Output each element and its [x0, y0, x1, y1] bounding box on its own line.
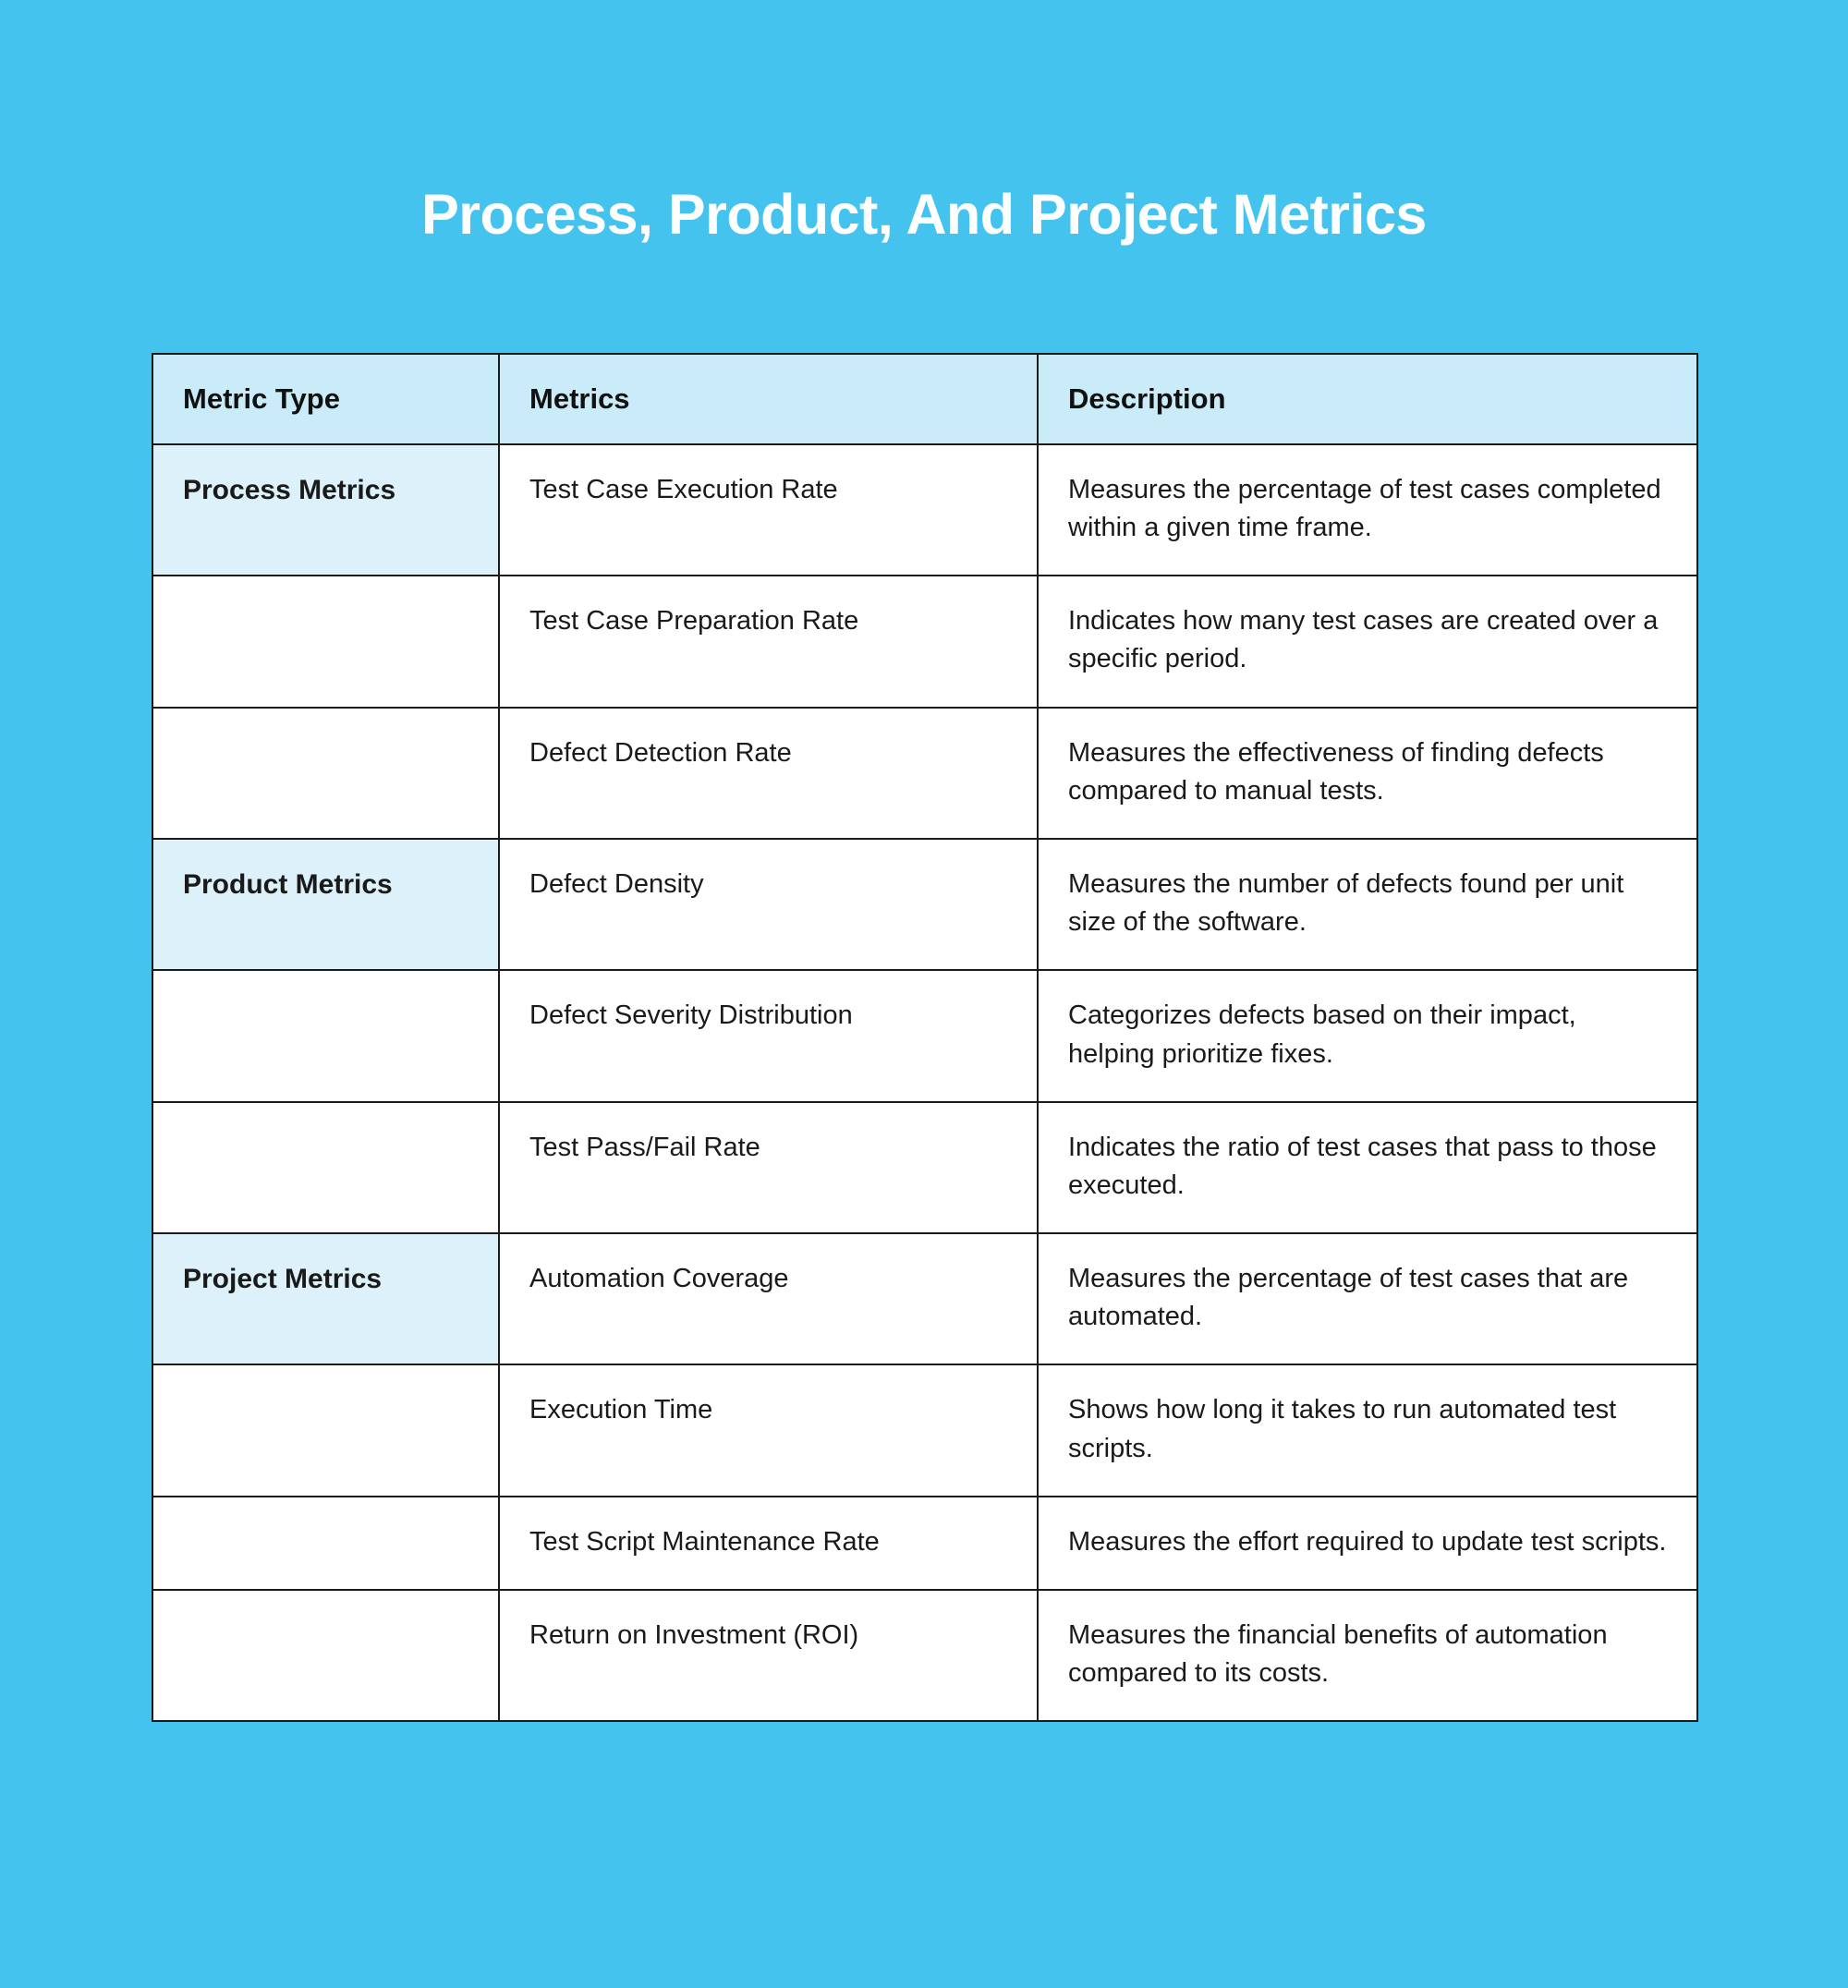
- cell-metric-name: Defect Density: [499, 839, 1038, 970]
- cell-metric-name: Defect Severity Distribution: [499, 970, 1038, 1101]
- page-title: Process, Product, And Project Metrics: [421, 182, 1427, 246]
- page-root: [0, 38, 1848, 1988]
- cell-metric-type: [152, 1497, 499, 1590]
- cell-metric-type: [152, 1364, 499, 1496]
- cell-description: Categorizes defects based on their impact, helping prioritize fixes.: [1038, 970, 1697, 1101]
- cell-description: Indicates how many test cases are created over a specific period.: [1038, 576, 1697, 707]
- cell-description: Measures the percentage of test cases completed within a given time frame.: [1038, 444, 1697, 576]
- cell-metric-name: Test Script Maintenance Rate: [499, 1497, 1038, 1590]
- cell-metric-name: Test Case Execution Rate: [499, 444, 1038, 576]
- metrics-table: [152, 353, 1698, 1722]
- cell-description: Measures the effectiveness of finding defects compared to manual tests.: [1038, 708, 1697, 839]
- metrics-table-container: [152, 353, 1696, 1722]
- table-row: [152, 839, 1697, 970]
- cell-metric-name: Execution Time: [499, 1364, 1038, 1496]
- cell-metric-type: Product Metrics: [152, 839, 499, 970]
- cell-metric-type: Project Metrics: [152, 1233, 499, 1364]
- cell-metric-type: [152, 576, 499, 707]
- cell-metric-name: Test Case Preparation Rate: [499, 576, 1038, 707]
- cell-metric-type: [152, 970, 499, 1101]
- table-row: [152, 576, 1697, 707]
- cell-metric-type: [152, 1590, 499, 1721]
- table-row: [152, 1102, 1697, 1233]
- cell-description: Measures the percentage of test cases that are automated.: [1038, 1233, 1697, 1364]
- table-row: [152, 1233, 1697, 1364]
- table-row: [152, 444, 1697, 576]
- cell-metric-type: Process Metrics: [152, 444, 499, 576]
- cell-description: Measures the financial benefits of automation compared to its costs.: [1038, 1590, 1697, 1721]
- table-row: [152, 1364, 1697, 1496]
- cell-metric-name: Return on Investment (ROI): [499, 1590, 1038, 1721]
- table-row: [152, 1590, 1697, 1721]
- cell-description: Indicates the ratio of test cases that pass to those executed.: [1038, 1102, 1697, 1233]
- table-header-row: [152, 354, 1697, 444]
- cell-metric-type: [152, 1102, 499, 1233]
- column-header-description: Description: [1038, 354, 1697, 444]
- table-header: [152, 354, 1697, 444]
- cell-description: Measures the number of defects found per unit size of the software.: [1038, 839, 1697, 970]
- table-row: [152, 970, 1697, 1101]
- cell-metric-name: Defect Detection Rate: [499, 708, 1038, 839]
- cell-metric-name: Automation Coverage: [499, 1233, 1038, 1364]
- table-row: [152, 708, 1697, 839]
- table-row: [152, 1497, 1697, 1590]
- column-header-metric-type: Metric Type: [152, 354, 499, 444]
- table-body: [152, 444, 1697, 1721]
- column-header-metrics: Metrics: [499, 354, 1038, 444]
- cell-description: Shows how long it takes to run automated test scripts.: [1038, 1364, 1697, 1496]
- cell-description: Measures the effort required to update test scripts.: [1038, 1497, 1697, 1590]
- cell-metric-type: [152, 708, 499, 839]
- cell-metric-name: Test Pass/Fail Rate: [499, 1102, 1038, 1233]
